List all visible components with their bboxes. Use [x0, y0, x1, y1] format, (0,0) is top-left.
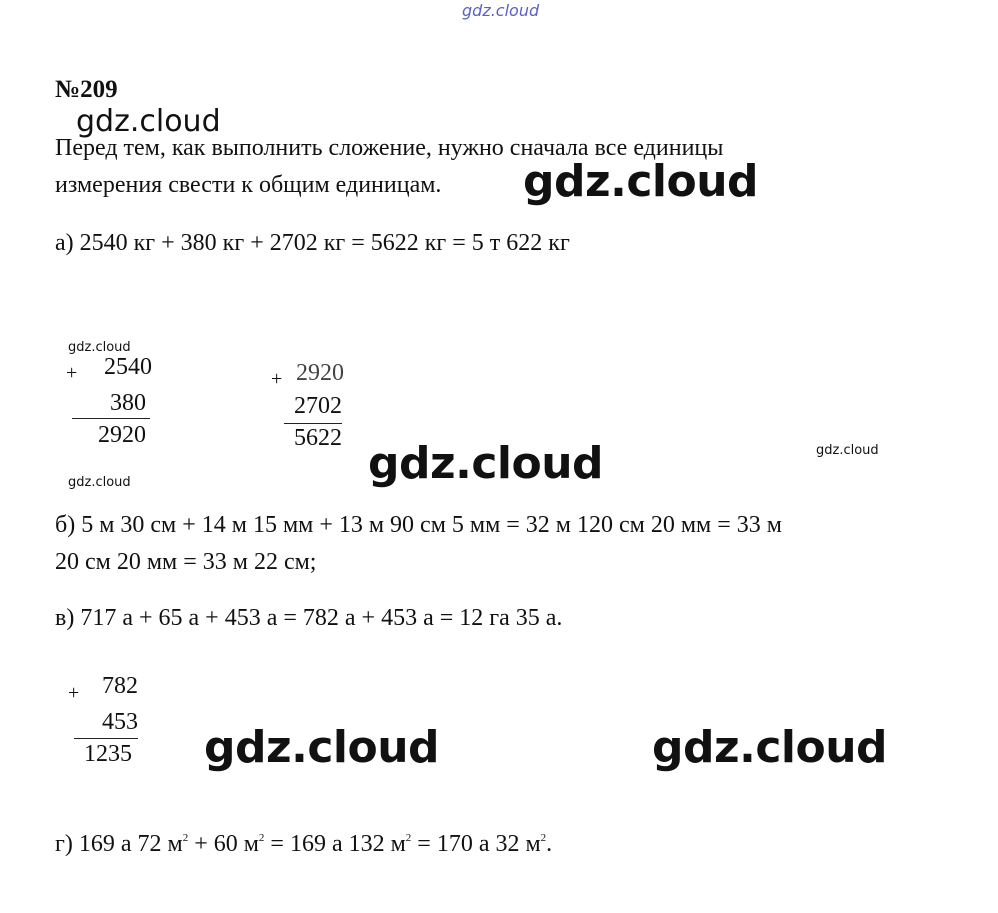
- sum-line: [74, 738, 138, 739]
- part-g-seg-3: = 169 а 132 м: [264, 831, 406, 857]
- part-g-seg-1: г) 169 а 72 м: [55, 831, 183, 857]
- addend-bottom: 453: [102, 709, 138, 735]
- watermark-under-title: gdz.cloud: [76, 104, 221, 139]
- watermark-small-2: gdz.cloud: [68, 475, 131, 490]
- watermark-top: gdz.cloud: [462, 1, 540, 20]
- part-b-line-1: б) 5 м 30 см + 14 м 15 мм + 13 м 90 см 5 мм = 32 м 120 см 20 мм = 33 м: [55, 512, 782, 538]
- exponent: 2: [405, 832, 412, 844]
- part-b-line-2: 20 см 20 мм = 33 м 22 см;: [55, 549, 317, 575]
- sum-result: 1235: [84, 741, 132, 767]
- addend-top: 2540: [104, 354, 152, 380]
- addend-top: 782: [102, 673, 138, 699]
- part-g-seg-4: = 170 а 32 м: [411, 831, 541, 857]
- watermark-small-1: gdz.cloud: [68, 340, 131, 355]
- sum-result: 2920: [98, 422, 146, 448]
- plus-sign: +: [68, 682, 80, 704]
- intro-line-1: Перед тем, как выполнить сложение, нужно сначала все единицы: [55, 135, 724, 161]
- part-g-seg-2: + 60 м: [188, 831, 259, 857]
- watermark-small-3: gdz.cloud: [816, 443, 879, 458]
- sum-line: [284, 423, 342, 424]
- part-g-equation: [55, 827, 552, 861]
- watermark-bottom-left: gdz.cloud: [204, 722, 440, 773]
- intro-line-2: измерения свести к общим единицам.: [55, 172, 442, 198]
- plus-sign: +: [271, 368, 283, 390]
- addend-bottom: 380: [110, 390, 146, 416]
- watermark-bottom-right: gdz.cloud: [652, 722, 888, 773]
- addend-bottom: 2702: [294, 393, 342, 419]
- problem-number: №209: [55, 76, 118, 103]
- watermark-intro: gdz.cloud: [523, 156, 759, 207]
- sum-result: 5622: [294, 425, 342, 451]
- part-g-end: .: [546, 831, 553, 857]
- part-v-equation: в) 717 а + 65 а + 453 а = 782 а + 453 а = 12 га 35 а.: [55, 605, 563, 631]
- watermark-middle: gdz.cloud: [368, 438, 604, 489]
- exponent: 2: [540, 832, 547, 844]
- exponent: 2: [182, 832, 189, 844]
- plus-sign: +: [66, 362, 78, 384]
- sum-line: [72, 418, 150, 419]
- addend-top: 2920: [296, 360, 344, 386]
- part-a-equation: а) 2540 кг + 380 кг + 2702 кг = 5622 кг = 5 т 622 кг: [55, 230, 570, 256]
- exponent: 2: [258, 832, 265, 844]
